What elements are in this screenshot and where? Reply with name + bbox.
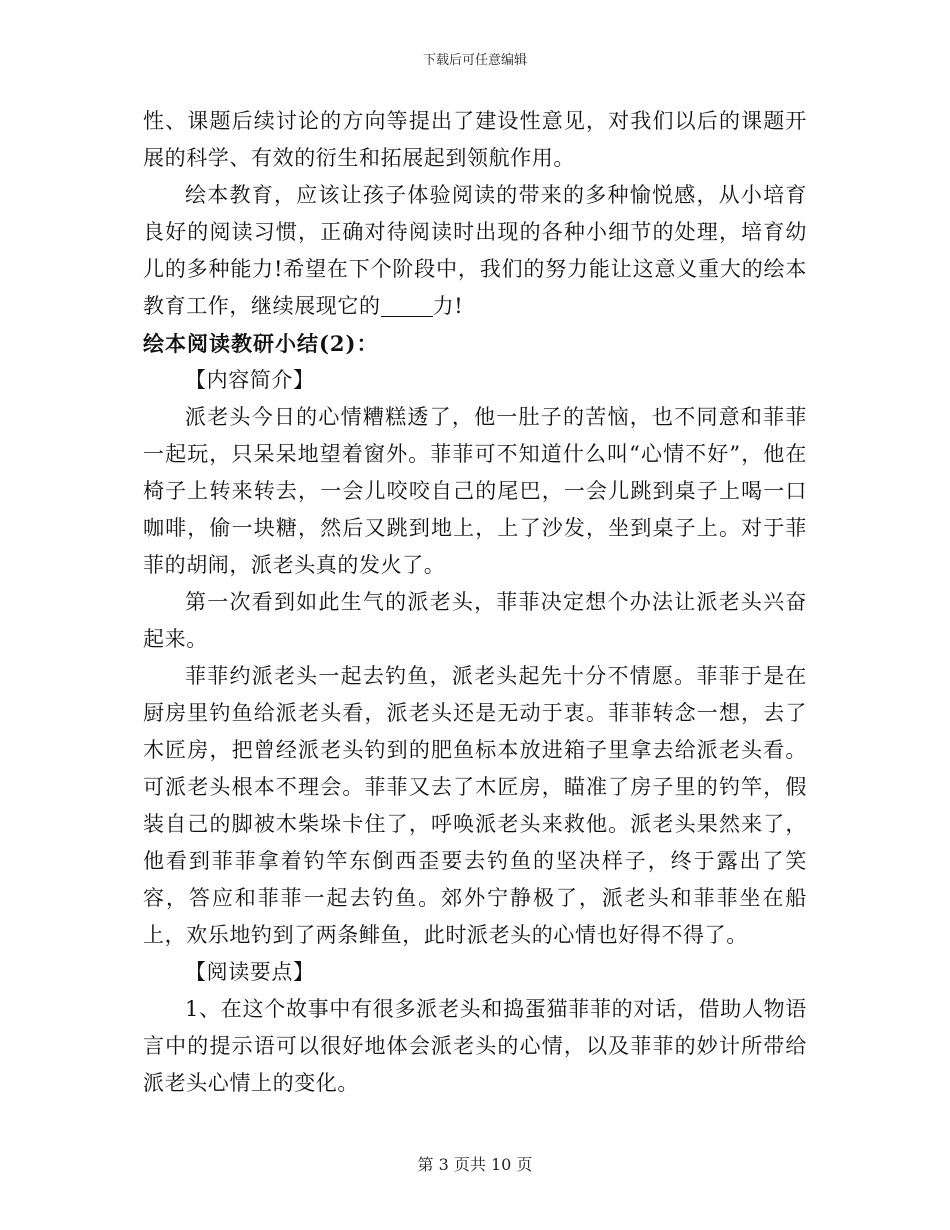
intro-heading: 【内容简介】 <box>185 368 315 392</box>
paragraph-story-3: 菲菲约派老头一起去钓鱼，派老头起先十分不情愿。菲菲于是在厨房里钓鱼给派老头看，派老头还是无动于衷。菲菲转念一想，去了木匠房，把曾经派老头钓到的肥鱼标本放进箱子里拿去给派老头看。可派老头根本不理会。菲菲又去了木匠房，瞄准了房子里的钓竿，假装自己的脚被木柴垛卡住了，呼唤派老头来救他。派老头果然来了，他看到菲菲拿着钓竿东倒西歪要去钓鱼的坚决样子，终于露出了笑容，答应和菲菲一起去钓鱼。郊外宁静极了，派老头和菲菲坐在船上，欢乐地钓到了两条鲱鱼，此时派老头的心情也好得不得了。 <box>143 664 807 947</box>
section-title: 绘本阅读教研小结(2)： <box>143 331 379 356</box>
paragraph-story-1: 派老头今日的心情糟糕透了，他一肚子的苦恼，也不同意和菲菲一起玩，只呆呆地望着窗外。菲菲可不知道什么叫“心情不好”，他在椅子上转来转去，一会儿咬咬自己的尾巴，一会儿跳到桌子上喝一口咖啡，偷一块糖，然后又跳到地上，上了沙发，坐到桌子上。对于菲菲的胡闹，派老头真的发火了。 <box>143 405 807 577</box>
paragraph-reading-point-1: 1、在这个故事中有很多派老头和捣蛋猫菲菲的对话，借助人物语言中的提示语可以很好地体会派老头的心情，以及菲菲的妙计所带给派老头心情上的变化。 <box>143 997 807 1095</box>
paragraph-text-end: 力! <box>432 294 464 318</box>
paragraph-continued: 性、课题后续讨论的方向等提出了建设性意见，对我们以后的课题开展的科学、有效的衍生和拓展起到领航作用。 <box>143 109 807 170</box>
paragraph-story-2: 第一次看到如此生气的派老头，菲菲决定想个办法让派老头兴奋起来。 <box>143 590 807 651</box>
paragraph-picture-book-education <box>143 177 807 325</box>
reading-points-heading: 【阅读要点】 <box>185 960 315 984</box>
page-header-note: 下载后可任意编辑 <box>422 53 527 68</box>
document-body <box>143 103 807 1102</box>
paragraph-text: 绘本教育，应该让孩子体验阅读的带来的多种愉悦感，从小培育良好的阅读习惯，正确对待阅读时出现的各种小细节的处理，培育幼儿的多种能力!希望在下个阶段中，我们的努力能让这意义重大的绘本教育工作，继续展现它的 <box>143 183 807 318</box>
fill-in-blank <box>381 294 433 317</box>
page-number-footer: 第 3 页共 10 页 <box>417 1155 533 1174</box>
